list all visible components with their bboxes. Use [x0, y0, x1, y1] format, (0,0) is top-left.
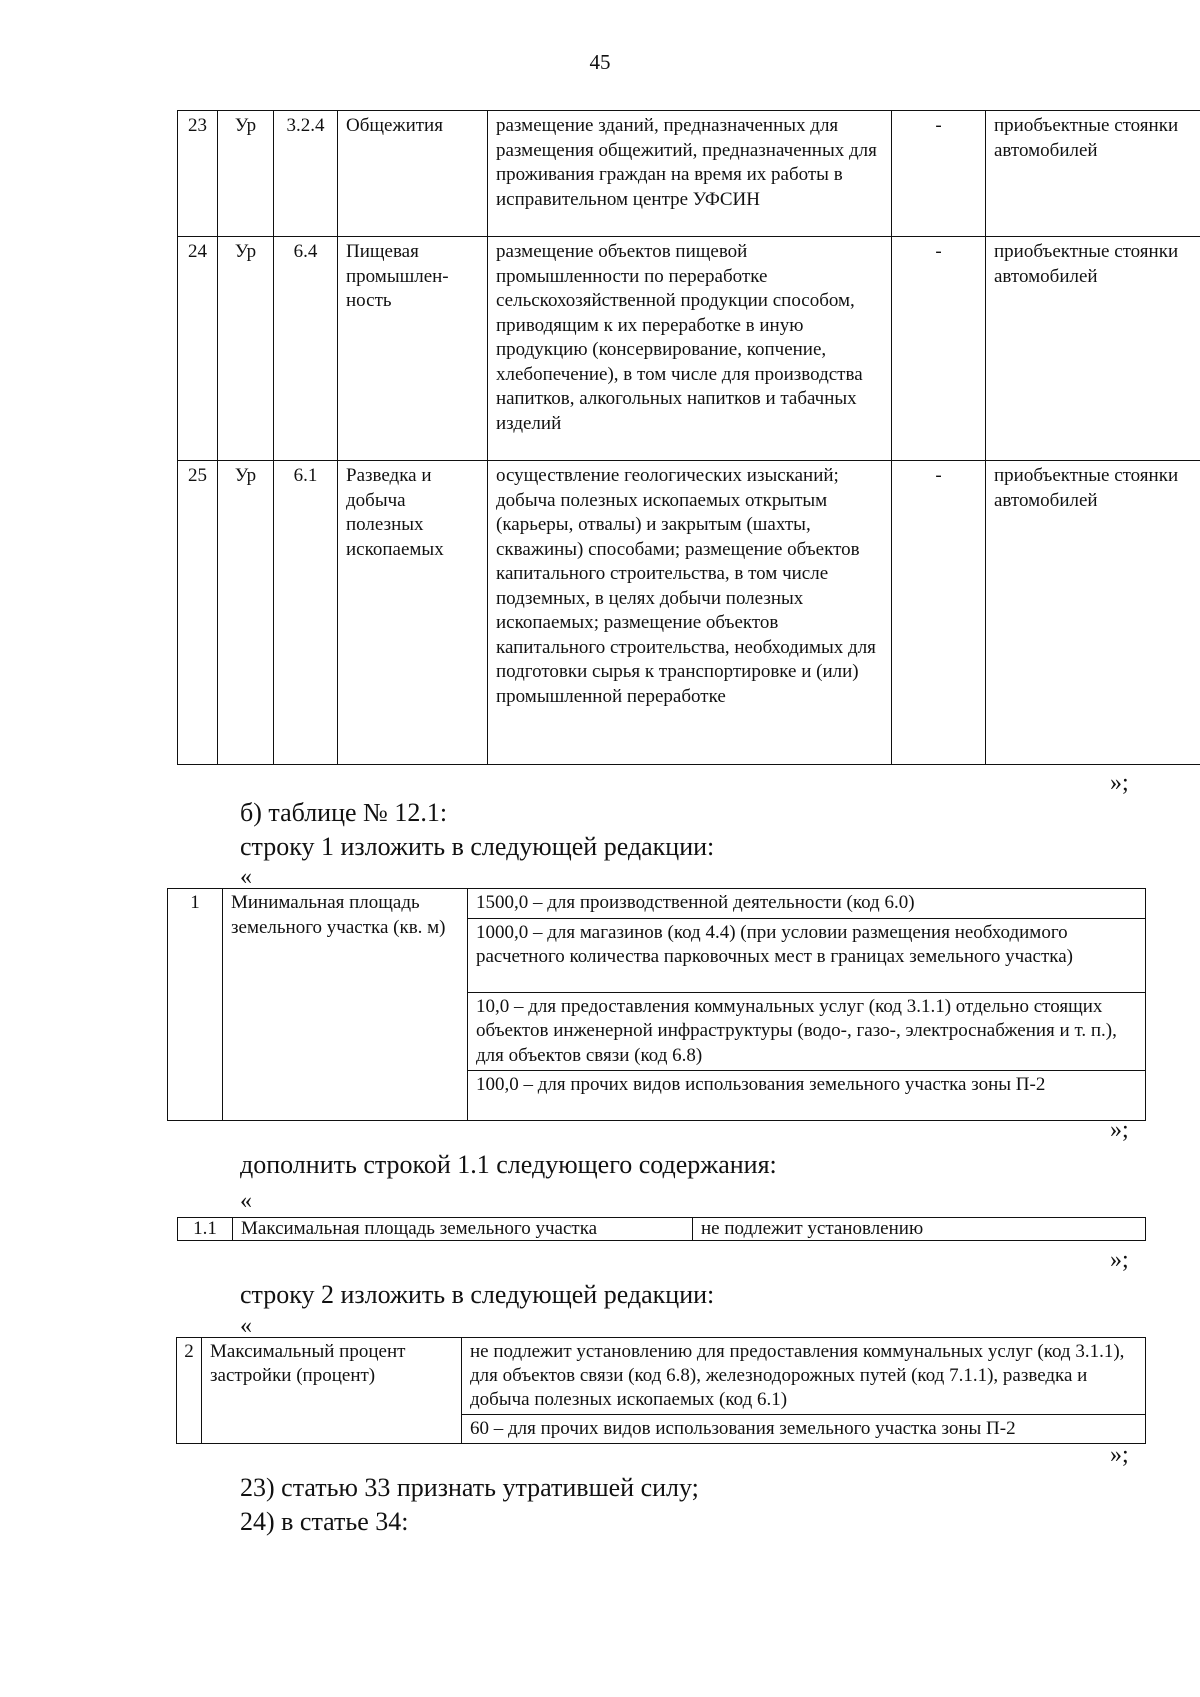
item-24: 24) в статье 34: [240, 1507, 409, 1536]
open-quote: « [240, 1313, 252, 1339]
land-use-table [177, 110, 1200, 765]
row1-table [167, 888, 1146, 1121]
table-row [178, 1218, 1146, 1241]
item-23: 23) статью 33 признать утратившей силу; [240, 1473, 699, 1502]
close-quote: »; [1110, 770, 1129, 796]
table-row [168, 889, 1146, 919]
value-cell: 1000,0 – для магазинов (код 4.4) (при условии размещения необходимого расчетного количества парковочных мест в границах земельного участка) [468, 918, 1146, 992]
row2-intro: строку 2 изложить в следующей редакции: [240, 1280, 715, 1309]
value-cell: 100,0 – для прочих видов использования земельного участка зоны П-2 [468, 1071, 1146, 1121]
use-description: размещение объектов пищевой промышленности по переработке сельскохозяйственной продукции способом, приводящим к их переработке в иную продукцию (консервирование, копчение, хлебопечение), в том числе для производства напитков, алкогольных напитков и табачных изделий [488, 237, 892, 461]
close-quote: »; [1110, 1117, 1129, 1143]
close-quote: »; [1110, 1247, 1129, 1273]
row-number: 1 [168, 889, 223, 1121]
use-description: размещение зданий, предназначенных для размещения общежитий, предназначенных для проживания граждан на время их работы в исправительном центре УФСИН [488, 111, 892, 237]
table-row [178, 237, 1200, 461]
row11-table [177, 1217, 1146, 1241]
row-number: 24 [178, 237, 218, 461]
parking-cell: приобъектные стоянки автомобилей [986, 237, 1200, 461]
row-number: 23 [178, 111, 218, 237]
parking-cell: приобъектные стоянки автомобилей [986, 111, 1200, 237]
parking-cell: приобъектные стоянки автомобилей [986, 461, 1200, 765]
table-row [178, 461, 1200, 765]
value-cell: не подлежит установлению для предоставления коммунальных услуг (код 3.1.1), для объектов связи (код 6.8), железнодорожных путей (код 7.1.1), разведка и добыча полезных ископаемых (код 6.1) [462, 1338, 1146, 1415]
row-number: 2 [177, 1338, 202, 1444]
add-row-intro: дополнить строкой 1.1 следующего содержания: [240, 1150, 777, 1179]
table-row [177, 1338, 1146, 1415]
dash-cell: - [892, 461, 986, 765]
use-name: Пищевая промышлен-ность [338, 237, 488, 461]
use-code: 6.1 [274, 461, 338, 765]
value-cell: не подлежит установлению [693, 1218, 1146, 1241]
table-row [178, 111, 1200, 237]
param-name: Максимальный процент застройки (процент) [202, 1338, 462, 1444]
use-name: Общежития [338, 111, 488, 237]
value-cell: 60 – для прочих видов использования земельного участка зоны П-2 [462, 1415, 1146, 1444]
param-name: Минимальная площадь земельного участка (кв. м) [223, 889, 468, 1121]
row-number: 25 [178, 461, 218, 765]
use-description: осуществление геологических изысканий; добыча полезных ископаемых открытым (карьеры, отвалы) и закрытым (шахты, скважины) способами; размещение объектов капитального строительства, в том числе подземных, в целях добычи полезных ископаемых; размещение объектов капитального строительства, необходимых для подготовки сырья к транспортировке и (или) промышленной переработке [488, 461, 892, 765]
param-name: Максимальная площадь земельного участка [233, 1218, 693, 1241]
dash-cell: - [892, 237, 986, 461]
page-number: 45 [589, 50, 611, 74]
value-cell: 1500,0 – для производственной деятельности (код 6.0) [468, 889, 1146, 919]
dash-cell: - [892, 111, 986, 237]
zone-code: Ур [218, 461, 274, 765]
row-number: 1.1 [178, 1218, 233, 1241]
section-heading-b: б) таблице № 12.1: [240, 798, 448, 827]
use-name: Разведка и добыча полезных ископаемых [338, 461, 488, 765]
row1-intro: строку 1 изложить в следующей редакции: [240, 832, 715, 861]
value-cell: 10,0 – для предоставления коммунальных услуг (код 3.1.1) отдельно стоящих объектов инженерной инфраструктуры (водо-, газо-, электроснабжения и т. п.), для объектов связи (код 6.8) [468, 992, 1146, 1071]
use-code: 6.4 [274, 237, 338, 461]
open-quote: « [240, 864, 252, 890]
use-code: 3.2.4 [274, 111, 338, 237]
zone-code: Ур [218, 111, 274, 237]
close-quote: »; [1110, 1442, 1129, 1468]
open-quote: « [240, 1188, 252, 1214]
row2-table [176, 1337, 1146, 1444]
zone-code: Ур [218, 237, 274, 461]
